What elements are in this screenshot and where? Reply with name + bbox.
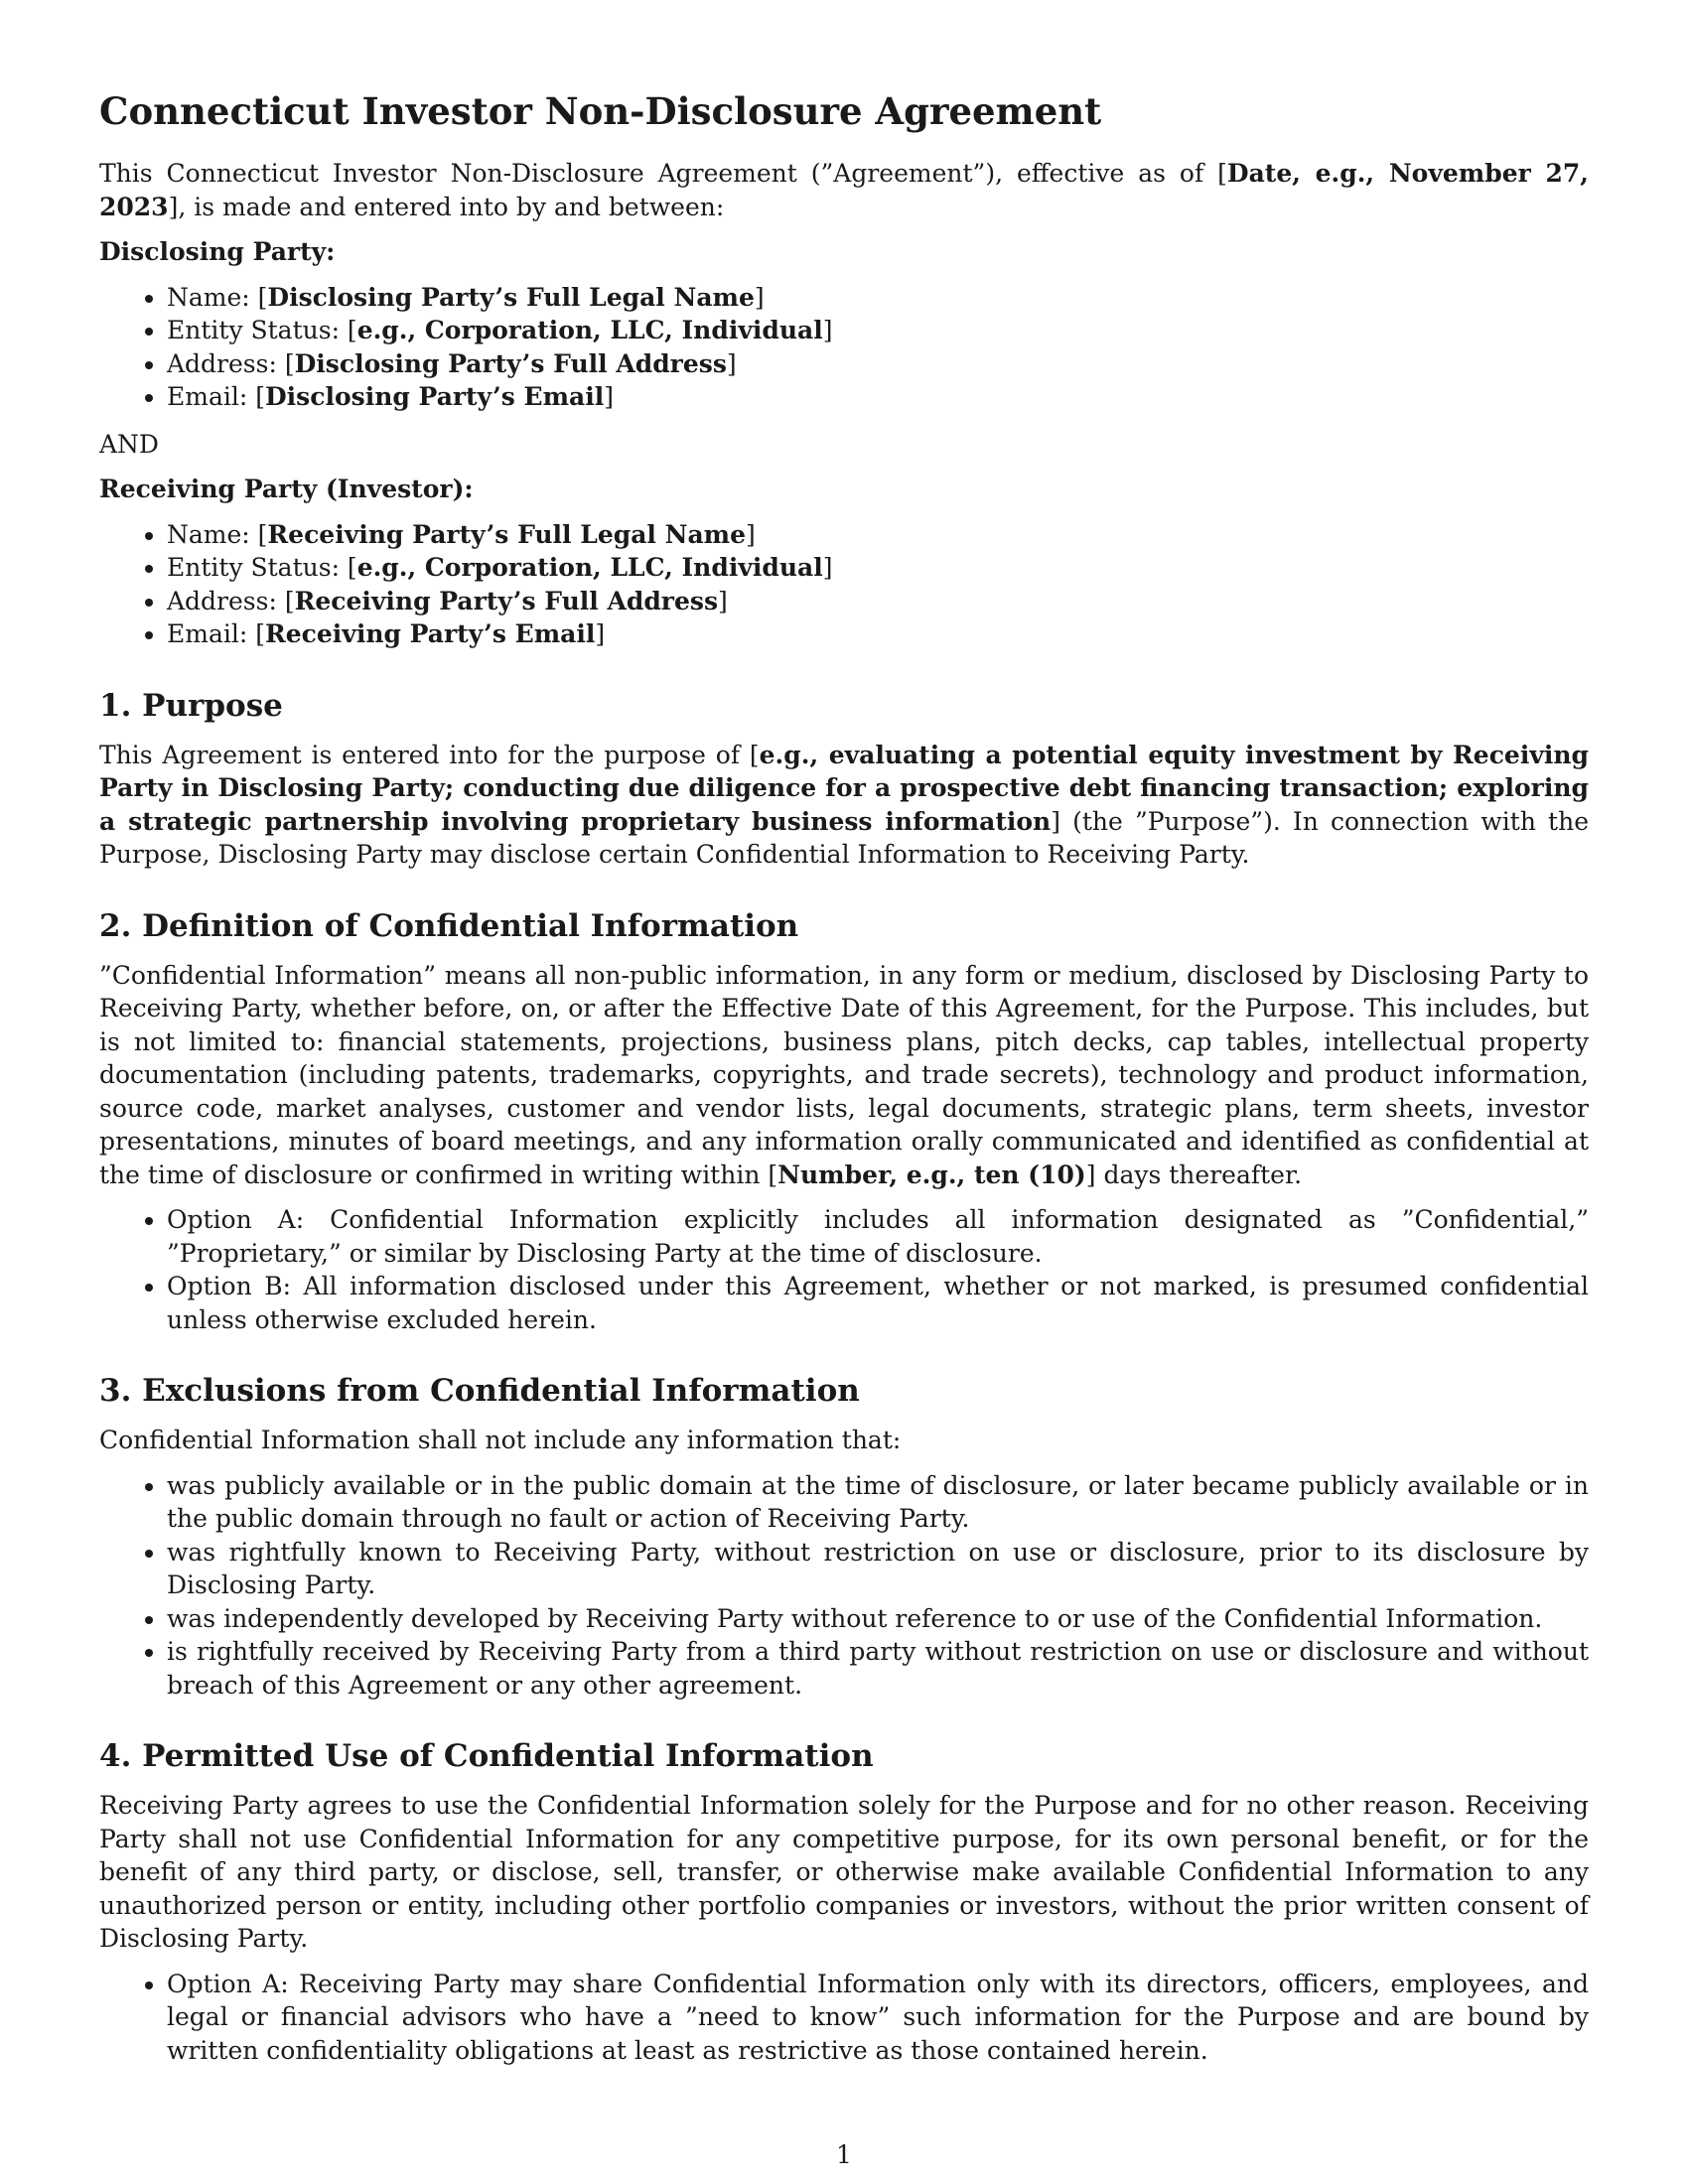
list-item: • Option B: All information disclosed under this Agreement, whether or not marked, is presumed confidential unless otherwise excluded herein.: [167, 1270, 1589, 1336]
intro-paragraph: This Connecticut Investor Non-Disclosure Agreement (”Agreement”), effective as of [Date, e.g., November 27, 2023], is made and entered into by and between:: [99, 159, 1589, 221]
document-title: Connecticut Investor Non-Disclosure Agreement: [99, 89, 1102, 133]
list-item: • Option A: Receiving Party may share Confidential Information only with its directors, officers, employees, and legal or financial advisors who have a ”need to know” such information for the Purpose and are bound by written confidentiality obligations at least as restrictive as those contained herein.: [167, 1968, 1589, 2068]
list-item: • Address: [Receiving Party’s Full Address]: [167, 585, 1589, 618]
section-4-paragraph: Receiving Party agrees to use the Confidential Information solely for the Purpose and for no other reason. Receiving Party shall not use Confidential Information for any competitive purpose, for its own personal benefit, or for the benefit of any third party, or disclose, sell, transfer, or otherwise make available Confidential Information to any unauthorized person or entity, including other portfolio companies or investors, without the prior written consent of Disclosing Party.: [99, 1791, 1589, 1953]
list-item: • Name: [Disclosing Party’s Full Legal Name]: [167, 281, 1589, 315]
section-2-heading: 2. Definition of Confidential Information: [99, 907, 799, 944]
list-item: • was publicly available or in the public domain at the time of disclosure, or later became publicly available or in the public domain through no fault or action of Receiving Party.: [167, 1469, 1589, 1536]
section-3-intro: Confidential Information shall not include any information that:: [99, 1426, 902, 1454]
list-item: • Entity Status: [e.g., Corporation, LLC, Individual]: [167, 314, 1589, 347]
list-item: • Email: [Disclosing Party’s Email]: [167, 380, 1589, 414]
list-item: • was independently developed by Receiving Party without reference to or use of the Confidential Information.: [167, 1602, 1589, 1636]
and-separator: AND: [99, 429, 159, 459]
list-item: • Address: [Disclosing Party’s Full Address]: [167, 347, 1589, 381]
list-item: • was rightfully known to Receiving Party, without restriction on use or disclosure, prior to its disclosure by Disclosing Party.: [167, 1536, 1589, 1602]
list-item: • Name: [Receiving Party’s Full Legal Name]: [167, 518, 1589, 552]
list-item: • is rightfully received by Receiving Party from a third party without restriction on use or disclosure and without breach of this Agreement or any other agreement.: [167, 1635, 1589, 1702]
date-placeholder: Date, e.g., November 27, 2023: [99, 159, 1589, 221]
section-1-heading: 1. Purpose: [99, 687, 283, 724]
purpose-placeholder: e.g., evaluating a potential equity investment by Receiving Party in Disclosing Party; conducting due diligence for a prospective debt financing transaction; exploring a strategic partnership involving proprietary business information: [99, 740, 1589, 836]
receiving-party-heading: Receiving Party (Investor):: [99, 475, 474, 503]
section-2-paragraph: ”Confidential Information” means all non-public information, in any form or medium, disclosed by Disclosing Party to Receiving Party, whether before, on, or after the Effective Date of this Agreement, for the Purpose. This includes, but is not limited to: financial statements, projections, business plans, pitch decks, cap tables, intellectual property documentation (including patents, trademarks, copyrights, and trade secrets), technology and product information, source code, market analyses, customer and vendor lists, legal documents, strategic plans, term sheets, investor presentations, minutes of board meetings, and any information orally communicated and identified as confidential at the time of disclosure or confirmed in writing within [Number, e.g., ten (10)] days thereafter.: [99, 960, 1589, 1189]
document-page: [99, 89, 1589, 2081]
list-item: • Entity Status: [e.g., Corporation, LLC, Individual]: [167, 551, 1589, 585]
section-2-options: [99, 1203, 1589, 1336]
receiving-party-list: [99, 518, 1589, 651]
section-3-heading: 3. Exclusions from Confidential Information: [99, 1373, 860, 1409]
list-item: • Option A: Confidential Information explicitly includes all information designated as ”Confidential,” ”Proprietary,” or similar by Disclosing Party at the time of disclosure.: [167, 1203, 1589, 1270]
days-placeholder: Number, e.g., ten (10): [777, 1160, 1086, 1189]
section-4-options: [99, 1968, 1589, 2068]
list-item: • Email: [Receiving Party’s Email]: [167, 617, 1589, 651]
disclosing-party-heading: Disclosing Party:: [99, 237, 336, 266]
page-number: 1: [836, 2140, 852, 2169]
section-1-paragraph: This Agreement is entered into for the purpose of [e.g., evaluating a potential equity investment by Receiving Party in Disclosing Party; conducting due diligence for a prospective debt financing transaction; exploring a strategic partnership involving proprietary business information] (the ”Purpose”). In connection with the Purpose, Disclosing Party may disclose certain Confidential Information to Receiving Party.: [99, 740, 1590, 869]
disclosing-party-list: [99, 281, 1589, 414]
section-3-exclusions: [99, 1469, 1589, 1703]
section-4-heading: 4. Permitted Use of Confidential Information: [99, 1738, 874, 1774]
